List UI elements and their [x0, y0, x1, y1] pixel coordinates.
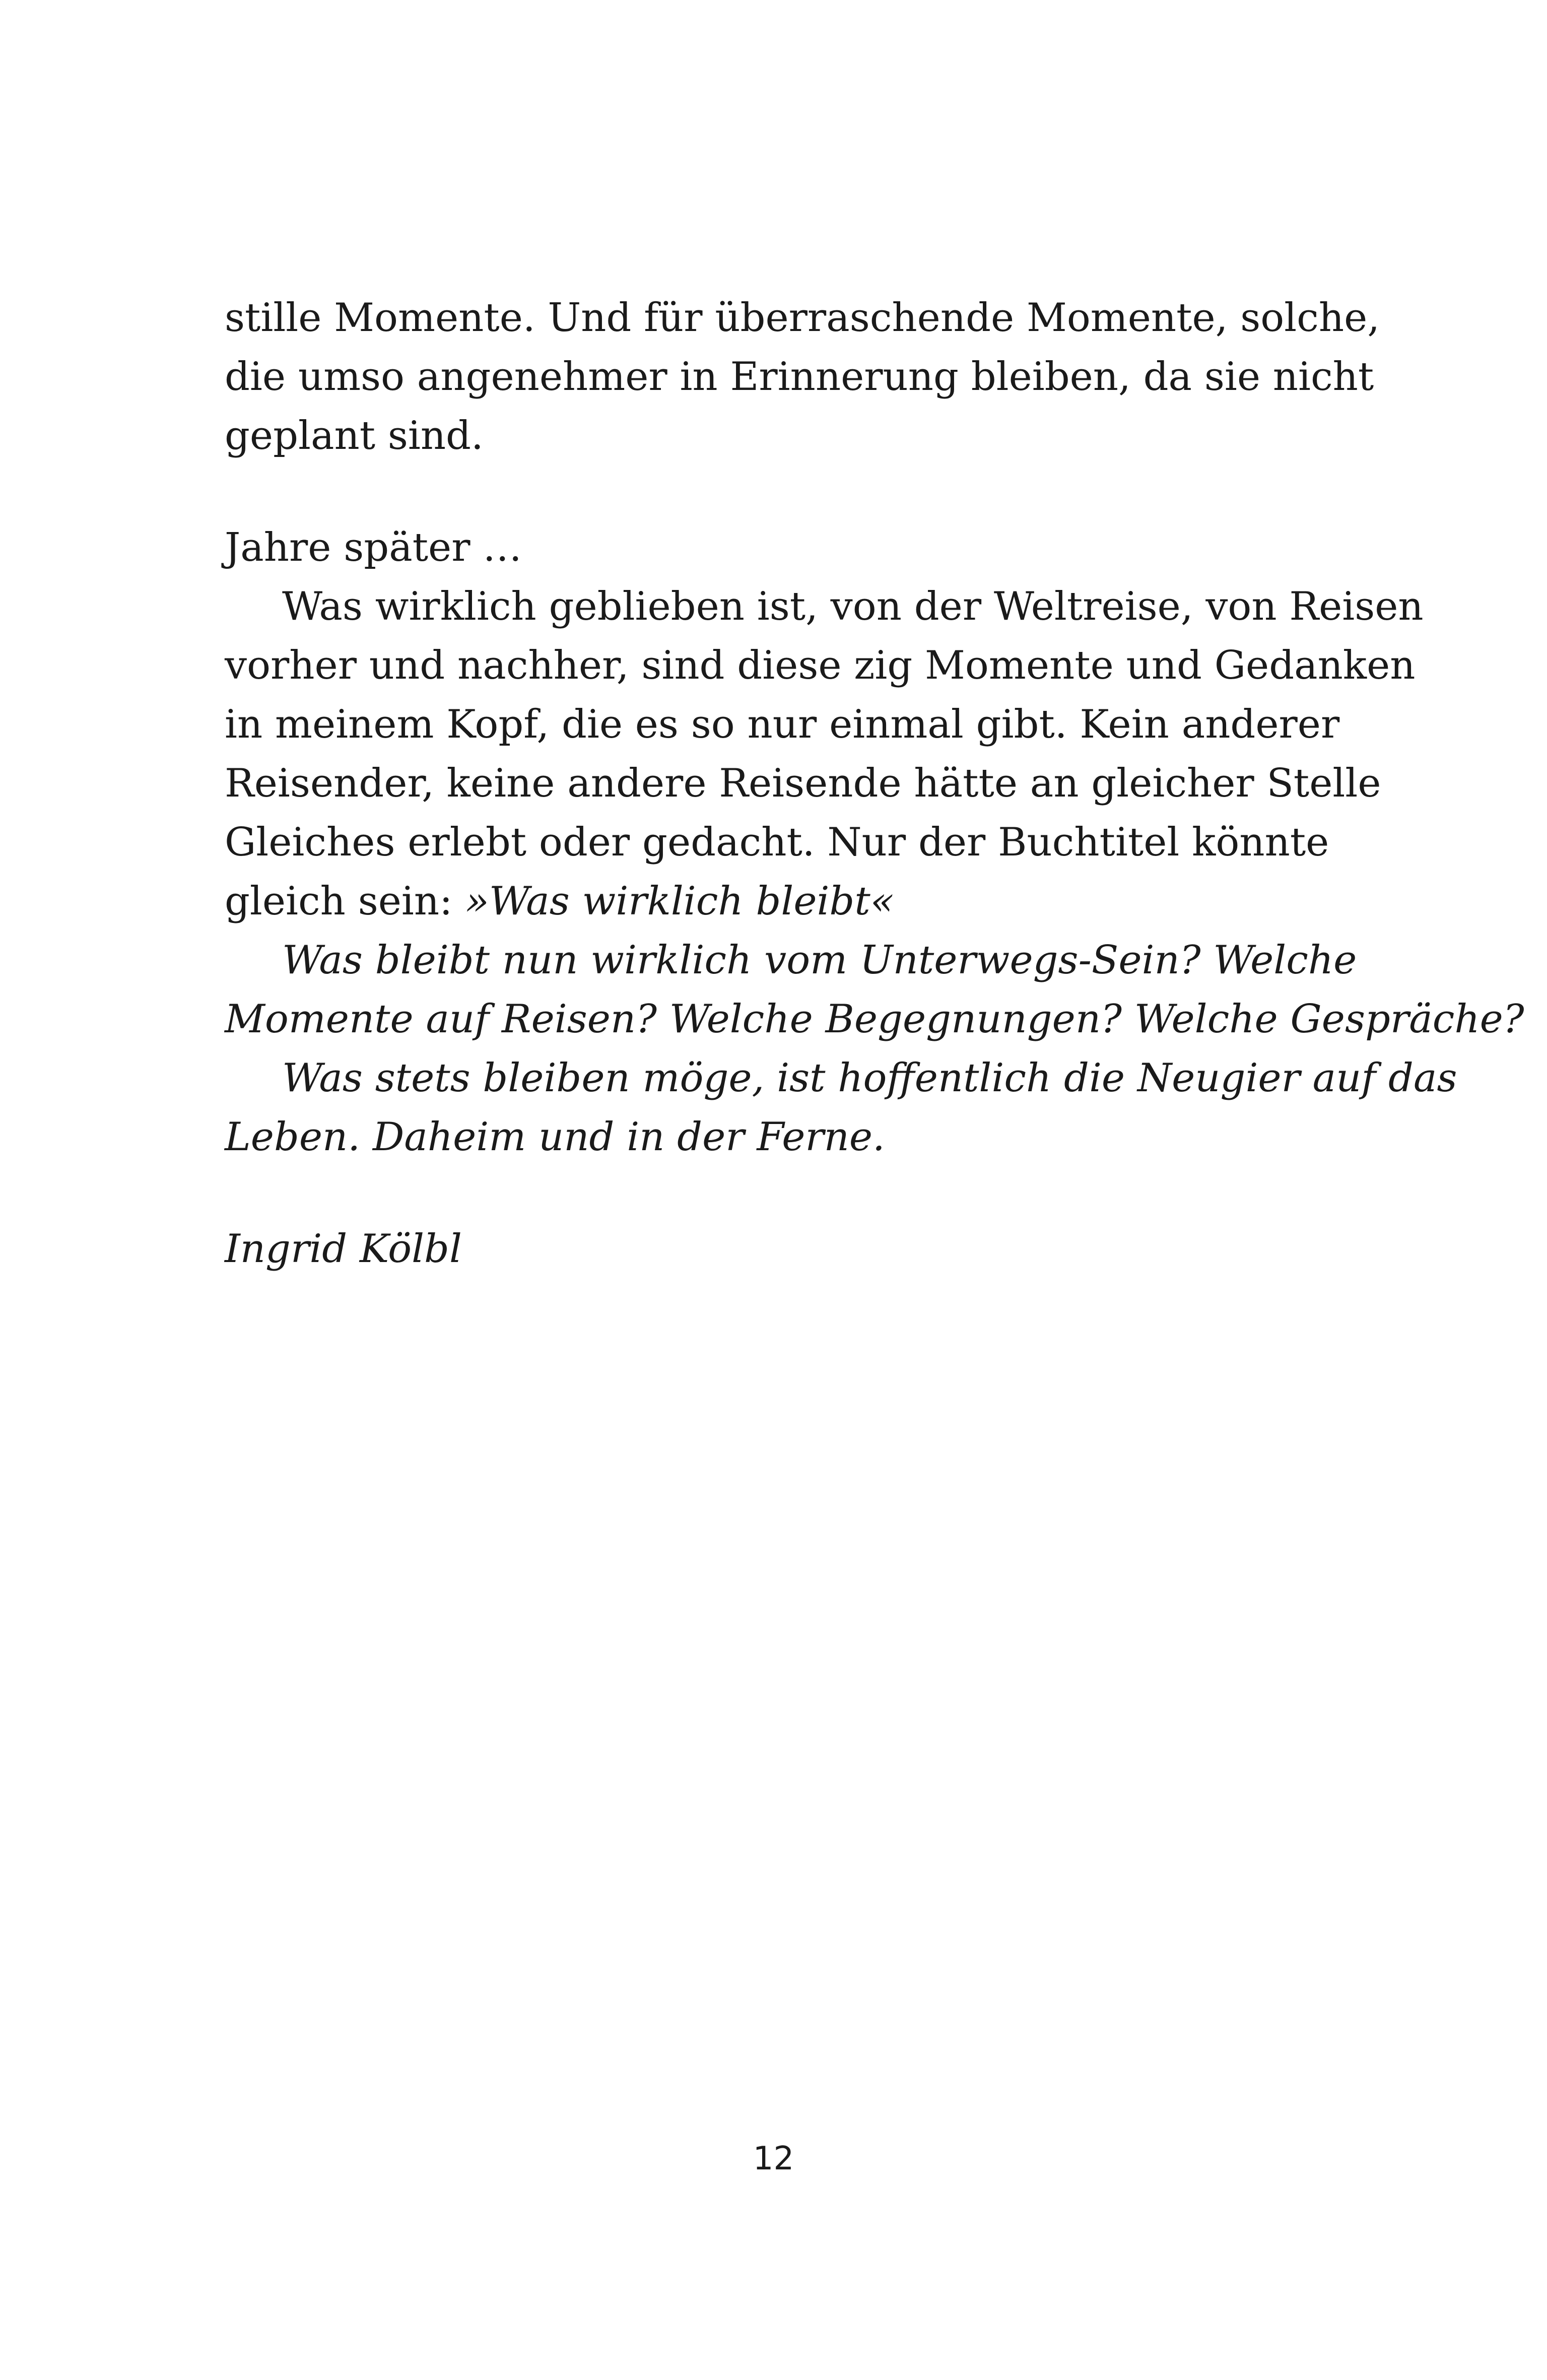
- text-line: die umso angenehmer in Erinnerung bleiben, da sie nicht: [225, 354, 1374, 400]
- section-heading: Jahre später …: [225, 525, 522, 570]
- author-signature: Ingrid Kölbl: [225, 1226, 462, 1272]
- text-line: Was bleibt nun wirklich vom Unterwegs-Sein? Welche: [282, 938, 1357, 983]
- text-line: geplant sind.: [225, 413, 484, 458]
- text-run: gleich sein:: [225, 879, 465, 924]
- text-line: Leben. Daheim und in der Ferne.: [225, 1114, 885, 1160]
- book-title: »Was wirklich bleibt«: [465, 879, 895, 924]
- text-line: vorher und nachher, sind diese zig Momente und Gedanken: [225, 643, 1416, 688]
- text-line: [225, 872, 1267, 931]
- text-line: stille Momente. Und für überraschende Momente, solche,: [225, 295, 1380, 341]
- text-line: Momente auf Reisen? Welche Begegnungen? Welche Gespräche?: [225, 997, 1524, 1042]
- page-number: 12: [753, 2140, 794, 2177]
- text-line: Reisender, keine andere Reisende hätte an gleicher Stelle: [225, 761, 1381, 806]
- text-line: Was stets bleiben möge, ist hoffentlich die Neugier auf das: [282, 1055, 1457, 1101]
- text-line: in meinem Kopf, die es so nur einmal gibt. Kein anderer: [225, 702, 1340, 747]
- text-line: Gleiches erlebt oder gedacht. Nur der Buchtitel könnte: [225, 820, 1329, 865]
- text-line: Was wirklich geblieben ist, von der Weltreise, von Reisen: [282, 584, 1424, 629]
